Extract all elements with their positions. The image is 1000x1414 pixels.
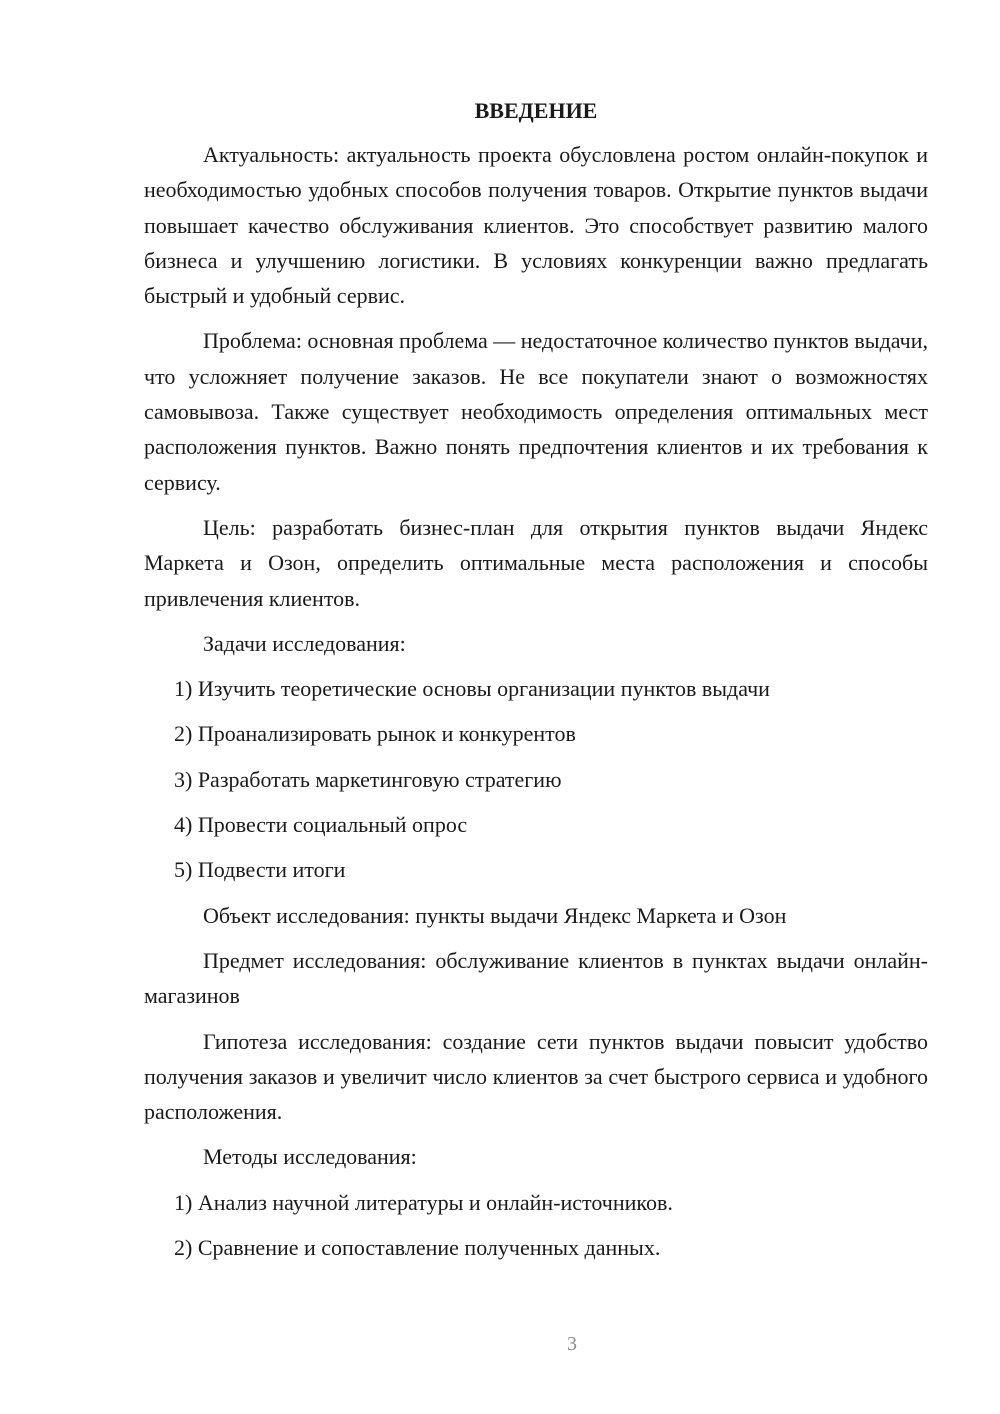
hypothesis-paragraph: Гипотеза исследования: создание сети пунктов выдачи повысит удобство получения заказов и увеличит число клиентов за счет быстрого сервиса и удобного расположения.: [144, 1028, 928, 1125]
list-item: 1) Анализ научной литературы и онлайн-источников.: [174, 1189, 673, 1215]
page-title: ВВЕДЕНИЕ: [474, 98, 598, 123]
list-item: 4) Провести социальный опрос: [174, 812, 468, 838]
subject-paragraph: Предмет исследования: обслуживание клиентов в пунктах выдачи онлайн-магазинов: [144, 947, 928, 1009]
list-item: 2) Проанализировать рынок и конкурентов: [174, 721, 576, 747]
page-number: 3: [567, 1333, 577, 1355]
problem-paragraph: Проблема: основная проблема — недостаточное количество пунктов выдачи, что усложняет получение заказов. Не все покупатели знают о возможностях самовывоза. Также существует необходимость определения оптимальных мест расположения пунктов. Важно понять предпочтения клиентов и их требования к сервису.: [144, 328, 928, 495]
relevance-paragraph: Актуальность: актуальность проекта обусловлена ростом онлайн-покупок и необходимостью удобных способов получения товаров. Открытие пунктов выдачи повышает качество обслуживания клиентов. Это способствует развитию малого бизнеса и улучшению логистики. В условиях конкуренции важно предлагать быстрый и удобный сервис.: [144, 142, 928, 309]
document-page: [144, 96, 928, 1275]
methods-heading: Методы исследования:: [203, 1144, 417, 1170]
list-item: 5) Подвести итоги: [174, 857, 346, 883]
tasks-list: [144, 671, 928, 887]
tasks-heading: Задачи исследования:: [203, 630, 406, 656]
list-item: 1) Изучить теоретические основы организации пунктов выдачи: [174, 676, 770, 702]
list-item: 3) Разработать маркетинговую стратегию: [174, 766, 562, 792]
goal-paragraph: Цель: разработать бизнес-план для открытия пунктов выдачи Яндекс Маркета и Озон, определить оптимальные места расположения и способы привлечения клиентов.: [144, 514, 928, 611]
methods-list: [144, 1185, 928, 1266]
list-item: 2) Сравнение и сопоставление полученных данных.: [174, 1235, 661, 1261]
object-paragraph: Объект исследования: пункты выдачи Яндекс Маркета и Озон: [203, 902, 787, 928]
